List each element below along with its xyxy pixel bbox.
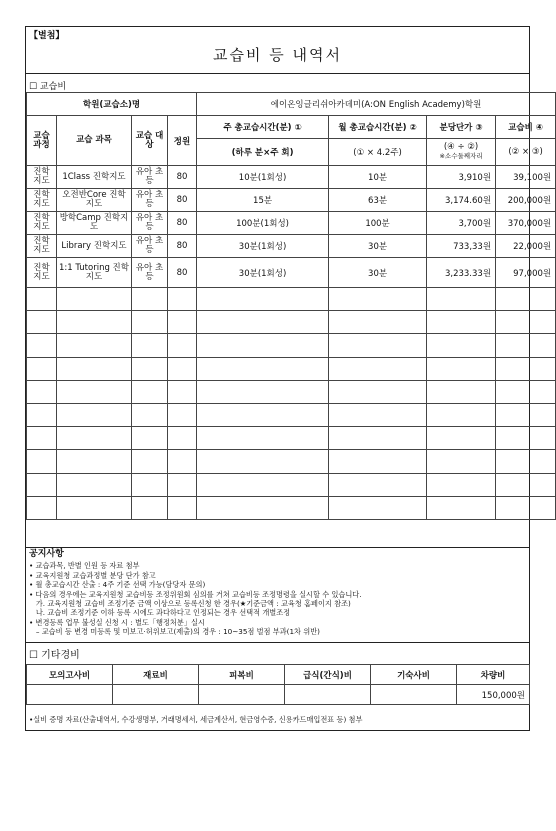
row-subject: 오전반Core 진학지도: [57, 189, 132, 212]
empty-cell: [132, 380, 168, 403]
header-weekly: 주 총교습시간(분) ①: [197, 116, 329, 139]
empty-cell: [197, 496, 329, 519]
row-weekly: 10분(1회성): [197, 166, 329, 189]
row-weekly: 100분(1회성): [197, 212, 329, 235]
empty-cell: [168, 496, 197, 519]
empty-cell: [496, 334, 556, 357]
row-target: 유아 초등: [132, 235, 168, 258]
empty-cell: [496, 473, 556, 496]
empty-cell: [197, 311, 329, 334]
empty-cell: [57, 311, 132, 334]
empty-cell: [168, 450, 197, 473]
row-unit-price: 3,910원: [427, 166, 496, 189]
tuition-table: [26, 92, 556, 520]
row-unit-price: 733,33원: [427, 235, 496, 258]
empty-cell: [132, 496, 168, 519]
empty-cell: [197, 334, 329, 357]
row-course: 진학 지도: [27, 235, 57, 258]
empty-cell: [496, 450, 556, 473]
notice-item: 가. 교육지원청 교습비 조정기준 금액 이상으로 등록신청 한 경우(★기준금액 : 교육청 홈페이지 참조): [29, 599, 351, 609]
unit-note: ※소수둘째자리: [439, 152, 483, 160]
empty-row: [27, 496, 556, 519]
other-expenses-table: [26, 664, 530, 705]
empty-cell: [57, 288, 132, 311]
row-course: 진학 지도: [27, 189, 57, 212]
empty-cell: [168, 427, 197, 450]
row-monthly: 30분: [329, 258, 427, 288]
header-monthly: 월 총교습시간(분) ②: [329, 116, 427, 139]
notes-divider: [26, 547, 529, 548]
other-header: 차량비: [457, 665, 530, 685]
empty-cell: [168, 473, 197, 496]
notice-item: 나. 교습비 조정기준 이하 등록 시에도 과다하다고 인정되는 경우 선택적 개별조정: [29, 608, 291, 618]
notice-item: • 다음의 경우에는 교육지원청 교습비등 조정위원회 심의를 거쳐 교습비등 조정명령을 실시할 수 있습니다.: [29, 589, 362, 599]
row-weekly: 15분: [197, 189, 329, 212]
row-capacity: 80: [168, 189, 197, 212]
other-value: [27, 685, 113, 705]
empty-cell: [329, 403, 427, 426]
empty-cell: [132, 311, 168, 334]
empty-cell: [132, 473, 168, 496]
empty-cell: [496, 427, 556, 450]
notice-item: – 교습비 등 변경 미등록 및 미보고·허위보고(제출)의 경우 : 10~35점 벌점 부과(1차 위반): [29, 627, 320, 637]
table-row: [27, 258, 556, 288]
row-unit-price: 3,233.33원: [427, 258, 496, 288]
empty-cell: [496, 380, 556, 403]
notice-item: • 교육지원청 교습과정별 분당 단가 참고: [29, 570, 156, 580]
row-weekly: 30분(1회성): [197, 235, 329, 258]
empty-cell: [329, 427, 427, 450]
row-target: 유아 초등: [132, 166, 168, 189]
row-fee: 200,000원: [496, 189, 556, 212]
empty-row: [27, 427, 556, 450]
empty-cell: [27, 403, 57, 426]
other-header: 피복비: [199, 665, 285, 685]
notice-item: • 월 총교습시간 산출 : 4주 기준 선택 가능(담당자 문의): [29, 580, 206, 590]
empty-cell: [329, 334, 427, 357]
row-unit-price: 3,174.60원: [427, 189, 496, 212]
row-weekly: 30분(1회성): [197, 258, 329, 288]
empty-cell: [427, 288, 496, 311]
empty-cell: [27, 380, 57, 403]
header-fee: 교습비 ④: [496, 116, 556, 139]
empty-cell: [132, 427, 168, 450]
notice-title: 공지사항: [29, 549, 64, 559]
empty-cell: [427, 403, 496, 426]
row-fee: 370,000원: [496, 212, 556, 235]
row-fee: 22,000원: [496, 235, 556, 258]
empty-cell: [427, 450, 496, 473]
empty-cell: [168, 357, 197, 380]
empty-cell: [197, 357, 329, 380]
header-unit-price-sub: [427, 139, 496, 166]
empty-cell: [132, 403, 168, 426]
empty-cell: [197, 288, 329, 311]
empty-cell: [197, 380, 329, 403]
row-subject: 1:1 Tutoring 진학지도: [57, 258, 132, 288]
empty-row: [27, 334, 556, 357]
empty-cell: [427, 427, 496, 450]
header-course: 교습 과정: [27, 116, 57, 166]
table-row: [27, 212, 556, 235]
empty-cell: [132, 357, 168, 380]
header-unit-price: 분당단가 ③: [427, 116, 496, 139]
academy-name: 에이온잉글리쉬아카데미(A:ON English Academy)학원: [197, 93, 556, 116]
empty-cell: [329, 450, 427, 473]
empty-cell: [27, 357, 57, 380]
notice-item: • 교습과목, 반별 인원 등 자료 첨부: [29, 561, 140, 571]
empty-cell: [496, 496, 556, 519]
empty-cell: [27, 427, 57, 450]
empty-cell: [329, 496, 427, 519]
section-other-title: ☐ 기타경비: [29, 650, 80, 661]
empty-cell: [329, 357, 427, 380]
empty-row: [27, 288, 556, 311]
row-course: 진학 지도: [27, 212, 57, 235]
row-unit-price: 3,700원: [427, 212, 496, 235]
empty-cell: [427, 357, 496, 380]
row-target: 유아 초등: [132, 212, 168, 235]
empty-row: [27, 311, 556, 334]
empty-row: [27, 357, 556, 380]
empty-cell: [168, 288, 197, 311]
empty-cell: [168, 334, 197, 357]
empty-cell: [496, 311, 556, 334]
row-target: 유아 초등: [132, 189, 168, 212]
empty-cell: [27, 473, 57, 496]
row-subject: Library 진학지도: [57, 235, 132, 258]
empty-cell: [329, 380, 427, 403]
empty-cell: [132, 450, 168, 473]
empty-cell: [427, 380, 496, 403]
header-fee-sub: (② × ③): [496, 139, 556, 166]
other-value: [371, 685, 457, 705]
empty-cell: [27, 311, 57, 334]
row-fee: 97,000원: [496, 258, 556, 288]
empty-cell: [427, 496, 496, 519]
empty-cell: [57, 380, 132, 403]
other-header: 기숙사비: [371, 665, 457, 685]
empty-cell: [57, 496, 132, 519]
empty-cell: [427, 311, 496, 334]
title-divider: [26, 73, 529, 74]
row-subject: 방학Camp 진학지도: [57, 212, 132, 235]
empty-cell: [197, 403, 329, 426]
table-row: [27, 189, 556, 212]
other-value: 150,000원: [457, 685, 530, 705]
row-course: 진학 지도: [27, 166, 57, 189]
academy-label: 학원(교습소)명: [27, 93, 197, 116]
empty-row: [27, 380, 556, 403]
row-monthly: 30분: [329, 235, 427, 258]
header-target: 교습 대상: [132, 116, 168, 166]
row-fee: 39,100원: [496, 166, 556, 189]
empty-cell: [197, 473, 329, 496]
empty-cell: [427, 334, 496, 357]
attachment-tag: 【별첨】: [29, 31, 65, 41]
empty-cell: [27, 496, 57, 519]
empty-cell: [27, 334, 57, 357]
row-course: 진학 지도: [27, 258, 57, 288]
empty-cell: [57, 334, 132, 357]
empty-cell: [329, 288, 427, 311]
empty-cell: [427, 473, 496, 496]
empty-row: [27, 473, 556, 496]
empty-cell: [496, 288, 556, 311]
table-row: [27, 166, 556, 189]
empty-cell: [57, 427, 132, 450]
row-monthly: 63분: [329, 189, 427, 212]
empty-cell: [168, 403, 197, 426]
row-capacity: 80: [168, 166, 197, 189]
empty-cell: [496, 357, 556, 380]
empty-row: [27, 450, 556, 473]
other-value: [199, 685, 285, 705]
section-tuition-title: ☐ 교습비: [29, 82, 67, 92]
notice-section: [29, 550, 519, 637]
empty-cell: [57, 357, 132, 380]
unit-formula: (④ ÷ ②): [443, 142, 479, 152]
empty-cell: [329, 311, 427, 334]
other-header: 모의고사비: [27, 665, 113, 685]
empty-cell: [132, 288, 168, 311]
header-capacity: 정원: [168, 116, 197, 166]
notice-list: [29, 561, 519, 636]
notice-item: • 변경등록 업무 불성실 신청 시 : 별도「행정처분」실시: [29, 617, 205, 627]
empty-cell: [197, 450, 329, 473]
empty-cell: [168, 311, 197, 334]
empty-row: [27, 403, 556, 426]
row-capacity: 80: [168, 212, 197, 235]
table-row: [27, 235, 556, 258]
header-weekly-sub: (하루 분×주 회): [197, 139, 329, 166]
other-header: 급식(간식)비: [285, 665, 371, 685]
empty-cell: [197, 427, 329, 450]
empty-cell: [57, 450, 132, 473]
header-subject: 교습 과목: [57, 116, 132, 166]
empty-cell: [57, 403, 132, 426]
other-value: [113, 685, 199, 705]
empty-cell: [168, 380, 197, 403]
empty-cell: [27, 288, 57, 311]
row-monthly: 100분: [329, 212, 427, 235]
document-title: 교습비 등 내역서: [213, 46, 342, 64]
other-header: 재료비: [113, 665, 199, 685]
footnote: •실비 증명 자료(산출내역서, 수강생명부, 거래명세서, 세금계산서, 현금영수증, 신용카드매입전표 등) 첨부: [29, 715, 363, 724]
empty-cell: [132, 334, 168, 357]
empty-cell: [27, 450, 57, 473]
row-subject: 1Class 진학지도: [57, 166, 132, 189]
row-target: 유아 초등: [132, 258, 168, 288]
empty-cell: [57, 473, 132, 496]
row-capacity: 80: [168, 258, 197, 288]
empty-cell: [329, 473, 427, 496]
other-divider: [26, 642, 529, 643]
row-monthly: 10분: [329, 166, 427, 189]
other-value: [285, 685, 371, 705]
header-monthly-sub: (① × 4.2주): [329, 139, 427, 166]
row-capacity: 80: [168, 235, 197, 258]
empty-cell: [496, 403, 556, 426]
